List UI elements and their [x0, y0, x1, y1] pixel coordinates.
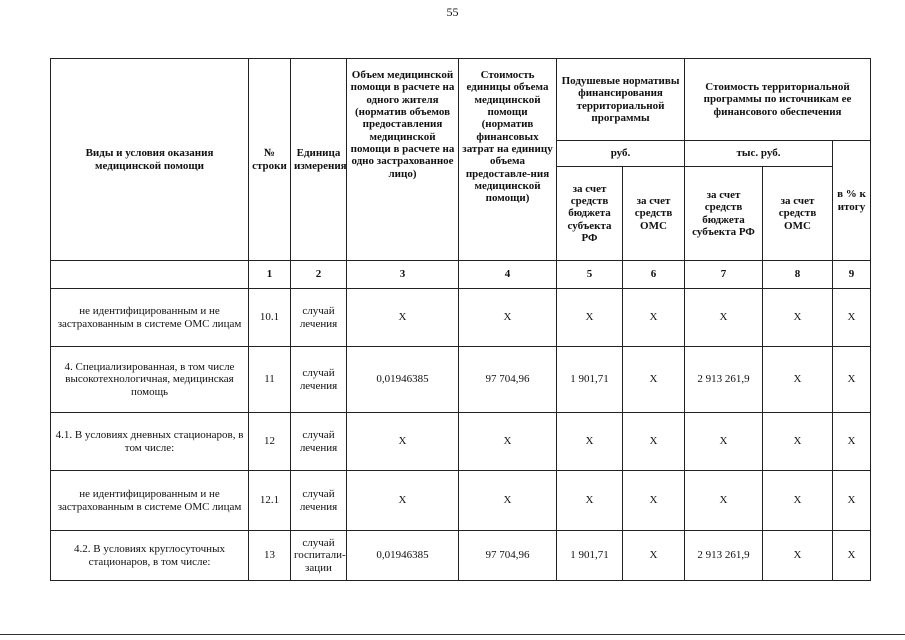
- cell-col7: 2 913 261,9: [685, 531, 763, 581]
- header-unit: Единица измерения: [291, 59, 347, 261]
- row-number: 12.1: [249, 471, 291, 531]
- cell-col9: Х: [833, 289, 871, 347]
- row-number: 13: [249, 531, 291, 581]
- row-name: 4.2. В условиях круглосуточных стационаров, в том числе:: [51, 531, 249, 581]
- cell-volume: Х: [347, 289, 459, 347]
- cell-col6: Х: [623, 531, 685, 581]
- row-number: 12: [249, 413, 291, 471]
- column-number: 7: [685, 261, 763, 289]
- cell-col7: Х: [685, 471, 763, 531]
- row-name: не идентифицированным и не застрахованным в системе ОМС лицам: [51, 289, 249, 347]
- table-row: [51, 413, 871, 471]
- medical-care-table: [50, 58, 871, 581]
- cell-col7: 2 913 261,9: [685, 347, 763, 413]
- cell-volume: Х: [347, 471, 459, 531]
- cell-cost: 97 704,96: [459, 347, 557, 413]
- column-number: 5: [557, 261, 623, 289]
- header-col8: за счет средств ОМС: [763, 167, 833, 261]
- cell-cost: Х: [459, 413, 557, 471]
- cell-cost: 97 704,96: [459, 531, 557, 581]
- table-row: [51, 471, 871, 531]
- cell-col8: Х: [763, 471, 833, 531]
- cell-col8: Х: [763, 289, 833, 347]
- header-thous-rub: тыс. руб.: [685, 141, 833, 167]
- cell-col9: Х: [833, 531, 871, 581]
- row-number: 10.1: [249, 289, 291, 347]
- cell-col8: Х: [763, 347, 833, 413]
- column-number-blank: [51, 261, 249, 289]
- cell-col5: Х: [557, 289, 623, 347]
- column-number: 9: [833, 261, 871, 289]
- cell-col7: Х: [685, 289, 763, 347]
- cell-col5: Х: [557, 413, 623, 471]
- cell-col7: Х: [685, 413, 763, 471]
- column-number: 6: [623, 261, 685, 289]
- header-kind: Виды и условия оказания медицинской помощи: [51, 59, 249, 261]
- header-norms: Подушевые нормативы финансирования территориальной программы: [557, 59, 685, 141]
- header-col5: за счет средств бюджета субъекта РФ: [557, 167, 623, 261]
- table-row: [51, 347, 871, 413]
- table-row: [51, 289, 871, 347]
- cell-col6: Х: [623, 347, 685, 413]
- column-number-row: [51, 261, 871, 289]
- cell-cost: Х: [459, 471, 557, 531]
- cell-col5: 1 901,71: [557, 347, 623, 413]
- column-number: 2: [291, 261, 347, 289]
- column-number: 1: [249, 261, 291, 289]
- header-col6: за счет средств ОМС: [623, 167, 685, 261]
- cell-col5: 1 901,71: [557, 531, 623, 581]
- column-number: 4: [459, 261, 557, 289]
- cell-col9: Х: [833, 347, 871, 413]
- cell-col9: Х: [833, 413, 871, 471]
- header-col9: в % к итогу: [833, 141, 871, 261]
- header-col7: за счет средств бюджета субъекта РФ: [685, 167, 763, 261]
- row-unit: случай лечения: [291, 413, 347, 471]
- cell-col5: Х: [557, 471, 623, 531]
- row-unit: случай лечения: [291, 347, 347, 413]
- cell-volume: Х: [347, 413, 459, 471]
- header-program-cost: Стоимость территориальной программы по источникам ее финансового обеспечения: [685, 59, 871, 141]
- column-number: 8: [763, 261, 833, 289]
- cell-volume: 0,01946385: [347, 347, 459, 413]
- header-row-no: № строки: [249, 59, 291, 261]
- cell-col9: Х: [833, 471, 871, 531]
- page-bottom-rule: [0, 634, 905, 635]
- cell-col8: Х: [763, 413, 833, 471]
- row-unit: случай лечения: [291, 289, 347, 347]
- row-unit: случай госпитали-зации: [291, 531, 347, 581]
- cell-col6: Х: [623, 471, 685, 531]
- column-number: 3: [347, 261, 459, 289]
- row-name: не идентифицированным и не застрахованным в системе ОМС лицам: [51, 471, 249, 531]
- header-rub: руб.: [557, 141, 685, 167]
- cell-col8: Х: [763, 531, 833, 581]
- cell-col6: Х: [623, 413, 685, 471]
- table-row: [51, 531, 871, 581]
- row-number: 11: [249, 347, 291, 413]
- page-number: 55: [446, 5, 459, 19]
- row-unit: случай лечения: [291, 471, 347, 531]
- cell-volume: 0,01946385: [347, 531, 459, 581]
- row-name: 4.1. В условиях дневных стационаров, в том числе:: [51, 413, 249, 471]
- row-name: 4. Специализированная, в том числе высокотехнологичная, медицинская помощь: [51, 347, 249, 413]
- header-cost: Стоимость единицы объема медицинской помощи (норматив финансовых затрат на единицу объема предоставле-ния медицинской помощи): [459, 59, 557, 261]
- cell-col6: Х: [623, 289, 685, 347]
- header-volume: Объем медицинской помощи в расчете на одного жителя (норматив объемов предоставления медицинской помощи в расчете на одно застрахованное лицо): [347, 59, 459, 261]
- cell-cost: Х: [459, 289, 557, 347]
